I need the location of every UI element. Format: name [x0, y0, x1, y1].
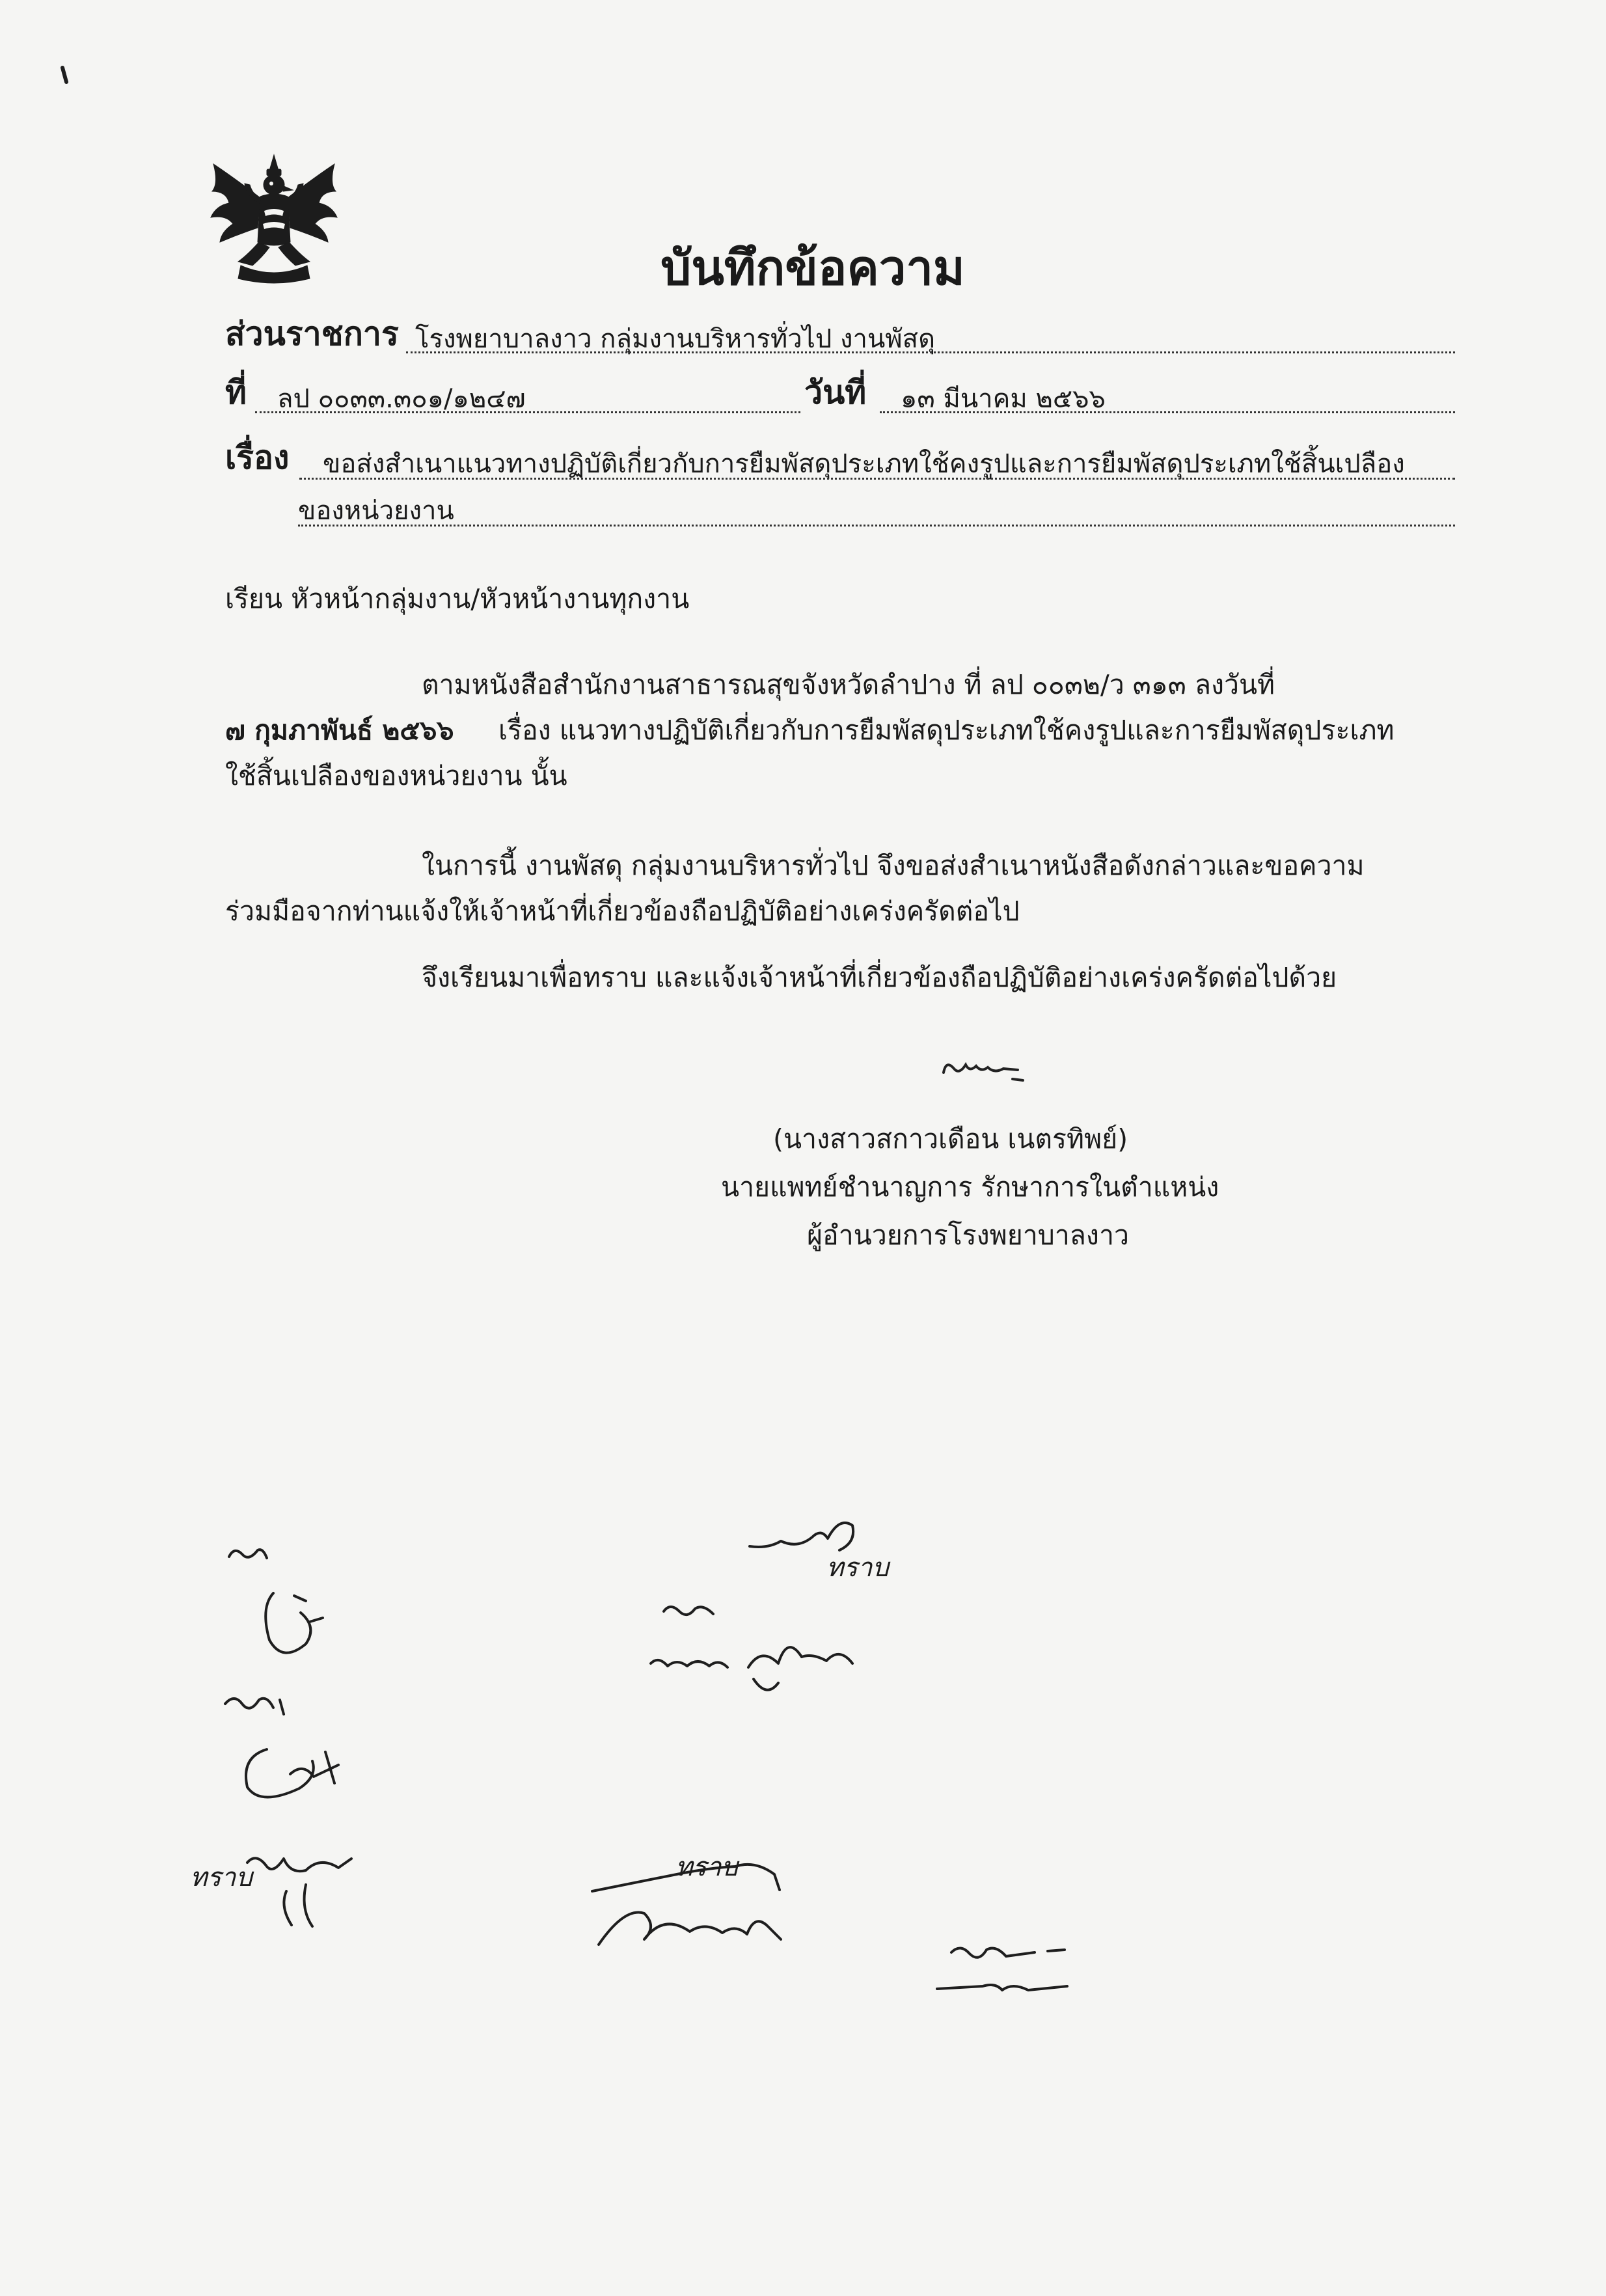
reference-value: ลป ๐๐๓๓.๓๐๑/๑๒๔๗	[277, 384, 526, 414]
paragraph-2-line-1: ในการนี้ งานพัสดุ กลุ่มงานบริหารทั่วไป จึงขอส่งสำเนาหนังสือดังกล่าวและขอความ	[422, 850, 1365, 881]
signatory-position: นายแพทย์ชำนาญการ รักษาการในตำแหน่ง	[721, 1171, 1219, 1203]
closing-paragraph: จึงเรียนมาเพื่อทราบ และแจ้งเจ้าหน้าที่เกี่ยวข้องถือปฏิบัติอย่างเคร่งครัดต่อไปด้วย	[422, 962, 1337, 993]
paragraph-2-line-2: ร่วมมือจากท่านแจ้งให้เจ้าหน้าที่เกี่ยวข้องถือปฏิบัติอย่างเคร่งครัดต่อไป	[225, 895, 1020, 927]
subject-label: เรื่อง	[225, 439, 290, 476]
reference-label: ที่	[225, 374, 247, 411]
date-value: ๑๓ มีนาคม ๒๕๖๖	[901, 384, 1106, 414]
subject-line-1: ขอส่งสำเนาแนวทางปฏิบัติเกี่ยวกับการยืมพัสดุประเภทใช้คงรูปและการยืมพัสดุประเภทใช้สิ้นเปลือง	[323, 449, 1405, 479]
date-label: วันที่	[804, 374, 867, 411]
ack-note-1: ทราบ	[826, 1553, 889, 1583]
memo-title: บันทึกข้อความ	[660, 240, 965, 296]
ack-note-2: ทราบ	[190, 1863, 252, 1893]
paragraph-1-line-2: เรื่อง แนวทางปฏิบัติเกี่ยวกับการยืมพัสดุประเภทใช้คงรูปและการยืมพัสดุประเภท	[498, 715, 1395, 746]
signatory-name: (นางสาวสกาวเดือน เนตรทิพย์)	[773, 1123, 1128, 1155]
signatory-title: ผู้อำนวยการโรงพยาบาลงาว	[807, 1220, 1129, 1251]
paragraph-1-line-3: ใช้สิ้นเปลืองของหน่วยงาน นั้น	[225, 760, 567, 791]
ack-note-3: ทราบ	[675, 1852, 738, 1882]
subject-line-2: ของหน่วยงาน	[298, 496, 454, 526]
salutation: เรียน หัวหน้ากลุ่มงาน/หัวหน้างานทุกงาน	[225, 583, 690, 614]
paragraph-1-line-1: ตามหนังสือสำนักงานสาธารณสุขจังหวัดลำปาง ที่ ลป ๐๐๓๒/ว ๓๑๓ ลงวันที่	[422, 669, 1275, 700]
department-label: ส่วนราชการ	[225, 315, 399, 353]
paragraph-1-date: ๗ กุมภาพันธ์ ๒๕๖๖	[225, 715, 454, 746]
department-value: โรงพยาบาลงาว กลุ่มงานบริหารทั่วไป งานพัสดุ	[415, 324, 936, 354]
